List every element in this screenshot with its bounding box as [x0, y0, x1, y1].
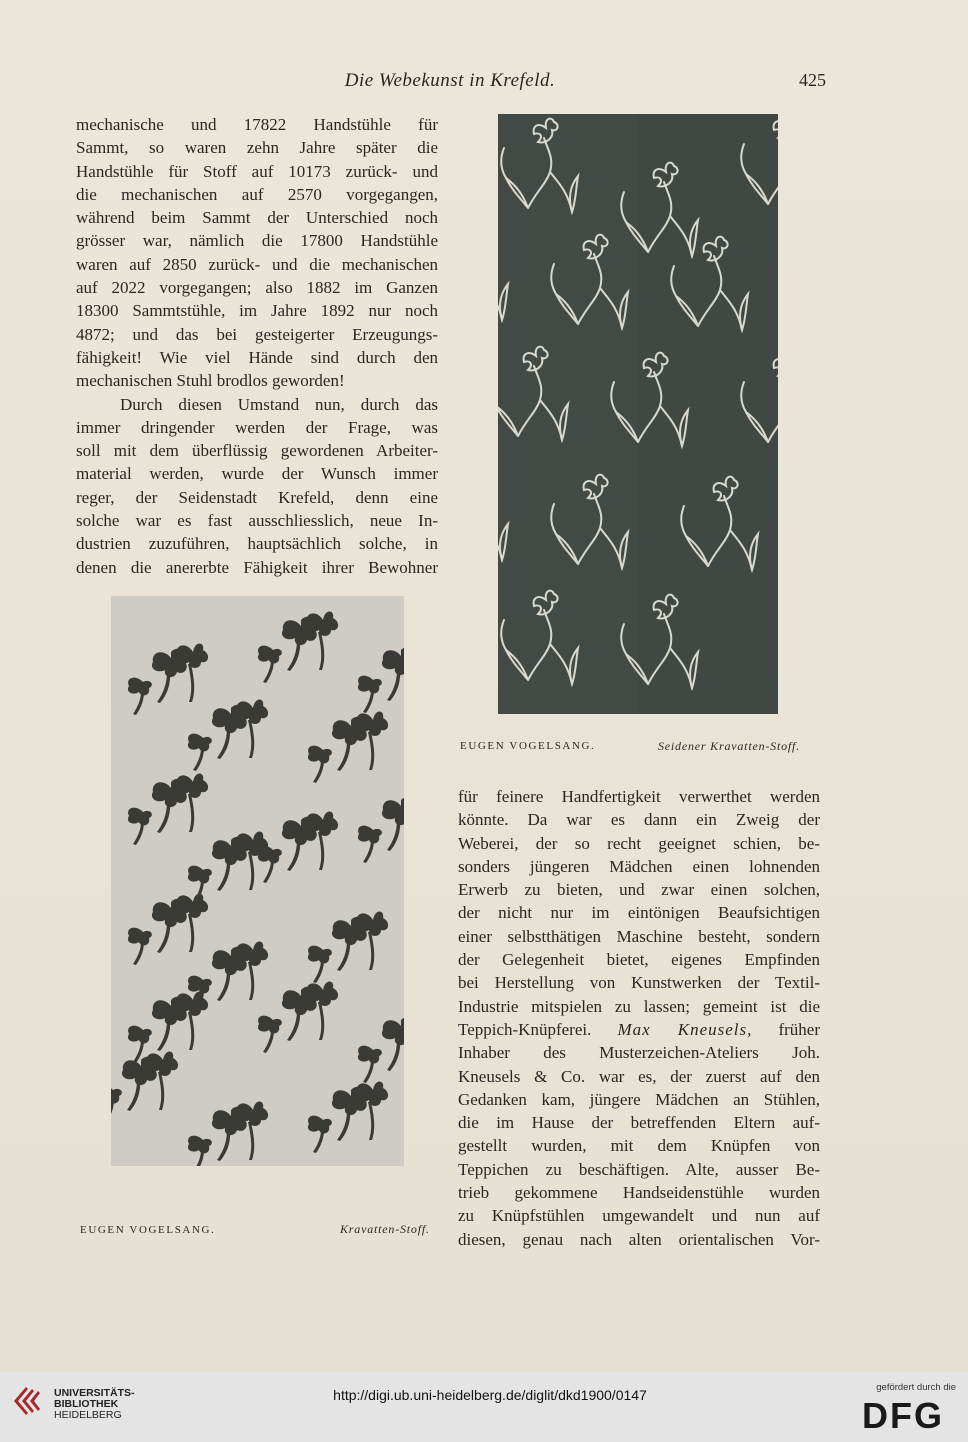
left-text-column	[76, 113, 438, 579]
text-line: solche war es fast ausschliesslich, neue In-	[76, 511, 438, 531]
text-line: Teppichen zu beschäftigen. Alte, ausser Be-	[458, 1159, 820, 1179]
library-name-line: HEIDELBERG	[54, 1409, 122, 1421]
text-line: diesen, genau nach alten orientalischen Vor-	[458, 1229, 820, 1249]
text-fragment: früher	[778, 1019, 820, 1039]
text-line: für feinere Handfertigkeit verwerthet werden	[458, 787, 820, 806]
digitization-footer	[0, 1372, 968, 1442]
light-plate-artist-caption: EUGEN VOGELSANG.	[80, 1224, 216, 1236]
text-line-with-name	[458, 1018, 820, 1041]
page-number: 425	[799, 70, 826, 90]
text-line: fähigkeit! Wie viel Hände sind durch den	[76, 347, 438, 367]
light-plate-title-caption: Kravatten-Stoff.	[340, 1222, 430, 1236]
text-line: Weberei, der so recht geeignet schien, be-	[458, 833, 820, 853]
text-line: Inhaber des Musterzeichen-Ateliers Joh.	[458, 1043, 820, 1063]
text-line: Handstühle für Stoff auf 10173 zurück- und	[76, 161, 438, 181]
text-line: 4872; und das bei gesteigerter Erzeugungs-	[76, 324, 438, 344]
text-line: bei Herstellung von Kunstwerken der Textil-	[458, 973, 820, 993]
text-line: einer selbstthätigen Maschine besteht, sondern	[458, 926, 820, 946]
library-logo-icon	[10, 1381, 48, 1421]
text-line: Erwerb zu bieten, und zwar einen solchen,	[458, 880, 820, 900]
text-line: reger, der Seidenstadt Krefeld, denn eine	[76, 487, 438, 507]
text-line: mechanische und 17822 Handstühle für	[76, 115, 438, 134]
dark-fabric-illustration	[498, 114, 778, 714]
text-line: dustrien zuzuführen, hauptsächlich solche, in	[76, 534, 438, 554]
text-line: soll mit dem überflüssig gewordenen Arbeiter-	[76, 441, 438, 461]
text-line: grösser war, nämlich die 17800 Handstühle	[76, 231, 438, 251]
dfg-logo: DFG	[862, 1395, 944, 1436]
text-line: die im Hause der betreffenden Eltern auf-	[458, 1113, 820, 1133]
text-line: sonders jüngeren Mädchen einen lohnenden	[458, 856, 820, 876]
text-line: könnte. Da war es dann ein Zweig der	[458, 810, 820, 830]
text-line: Industrie mitspielen zu lassen; gemeint ist die	[458, 996, 820, 1016]
person-name: Max Kneusels,	[617, 1019, 753, 1039]
library-name-line: UNIVERSITÄTS-	[54, 1387, 135, 1399]
dark-plate-title-caption: Seidener Kravatten-Stoff.	[658, 739, 800, 753]
text-line: zu Knüpfstühlen umgewandelt und nun auf	[458, 1206, 820, 1226]
dark-plate-artist-caption: EUGEN VOGELSANG.	[460, 740, 596, 752]
text-line: während beim Sammt der Unterschied noch	[76, 208, 438, 228]
text-line: gestellt wurden, mit dem Knüpfen von	[458, 1136, 820, 1156]
text-line: denen die anererbte Fähigkeit ihrer Bewohner	[76, 557, 438, 577]
right-text-column	[458, 785, 820, 1251]
text-line: Kneusels & Co. war es, der zuerst auf den	[458, 1066, 820, 1086]
running-head-title: Die Webekunst in Krefeld.	[344, 70, 556, 91]
permalink-url[interactable]: http://digi.ub.uni-heidelberg.de/diglit/dkd1900/0147	[333, 1387, 647, 1403]
running-head	[0, 70, 968, 94]
funding-label: gefördert durch die	[876, 1382, 956, 1393]
text-line: der Gelegenheit bietet, eigenes Empfinden	[458, 950, 820, 970]
dark-fabric-pattern	[498, 114, 778, 714]
text-line: Durch diesen Umstand nun, durch das	[120, 394, 438, 414]
text-line: der nicht nur im eintönigen Beaufsichtigen	[458, 903, 820, 923]
text-fragment: Teppich-Knüpferei.	[458, 1019, 592, 1039]
library-name-line: BIBLIOTHEK	[54, 1398, 119, 1410]
text-line: trieb gekommene Handseidenstühle wurden	[458, 1183, 820, 1203]
light-fabric-illustration	[111, 596, 404, 1166]
light-fabric-pattern	[111, 596, 404, 1166]
text-line: auf 2022 vorgegangen; also 1882 im Ganzen	[76, 278, 438, 298]
text-line: mechanischen Stuhl brodlos geworden!	[76, 371, 345, 391]
text-line: immer dringender werden der Frage, was	[76, 417, 438, 437]
text-line: waren auf 2850 zurück- und die mechanischen	[76, 254, 438, 274]
text-line: die mechanischen auf 2570 vorgegangen,	[76, 184, 438, 204]
text-line: material werden, wurde der Wunsch immer	[76, 464, 438, 484]
text-line: Sammt, so waren zehn Jahre später die	[76, 138, 438, 158]
library-name	[54, 1388, 135, 1421]
text-line: 18300 Sammtstühle, im Jahre 1892 nur noch	[76, 301, 438, 321]
text-line: Gedanken kam, jüngere Mädchen an Stühlen,	[458, 1089, 820, 1109]
